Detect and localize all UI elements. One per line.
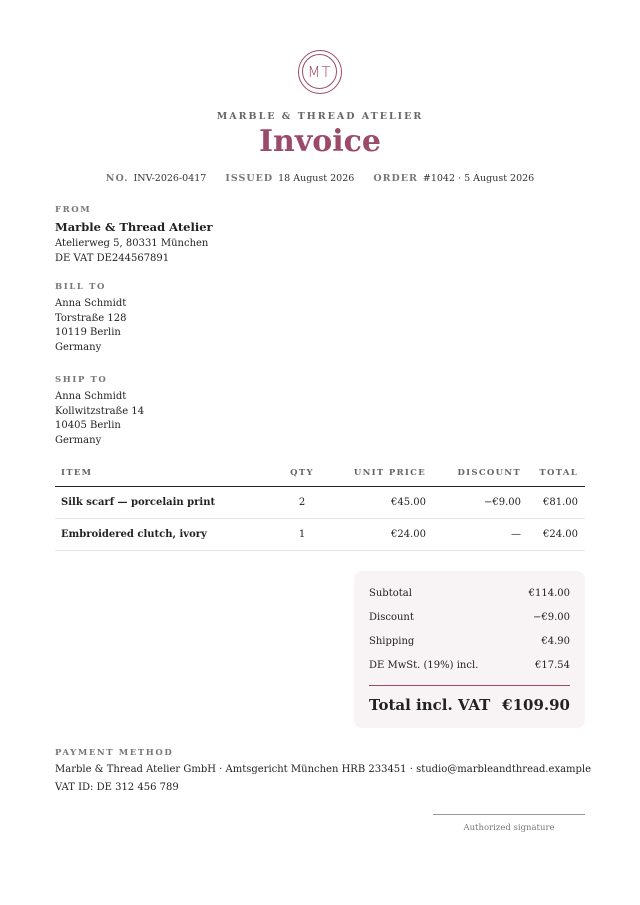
item-unit-price: €24.00 [341,518,433,550]
item-total: €81.00 [528,486,585,518]
item-discount: — [433,518,528,550]
column-header-qty: QTY [263,461,341,486]
subtotal-row [369,585,570,609]
from-line: DE VAT DE244567891 [55,252,170,264]
logo-monogram [298,50,342,94]
bill-to-line: 10119 Berlin [55,327,121,339]
item-qty: 2 [263,486,341,518]
item-qty: 1 [263,518,341,550]
from-address [55,219,213,266]
item-total: €24.00 [528,518,585,550]
payment-method-label: PAYMENT METHOD [55,748,174,758]
from-name: Marble & Thread Atelier [55,220,213,234]
shipping-value: €4.90 [541,636,570,647]
signature-line [433,814,585,815]
table-row [55,486,585,518]
item-discount: −€9.00 [433,486,528,518]
column-header-total: TOTAL [528,461,585,486]
ship-to-line: Anna Schmidt [55,391,127,402]
item-name: Silk scarf — porcelain print [55,486,263,518]
ship-to-address [55,390,144,448]
column-header-unit-price: UNIT PRICE [341,461,433,486]
invoice-order: ORDER #1042 · 5 August 2026 [373,173,535,184]
discount-value: −€9.00 [532,612,570,623]
totals-divider [369,685,570,686]
grand-total-value: €109.90 [502,696,570,714]
bill-to-address [55,297,126,355]
vat-label: DE MwSt. (19%) incl. [369,660,479,671]
column-header-discount: DISCOUNT [433,461,528,486]
bill-to-label: BILL TO [55,282,107,292]
from-line: Atelierweg 5, 80331 München [55,238,209,249]
ship-to-label: SHIP TO [55,375,108,385]
ship-to-line: 10405 Berlin [55,420,121,432]
vat-row [369,657,570,681]
grand-total-label: Total incl. VAT [369,696,491,714]
table-row [55,518,585,550]
invoice-meta [0,173,640,184]
table-header-row [55,461,585,486]
discount-row [369,609,570,633]
from-label: FROM [55,205,92,215]
bill-to-line: Germany [55,341,102,353]
bill-to-line: Torstraße 128 [55,312,127,324]
subtotal-value: €114.00 [528,588,570,599]
brand-name: MARBLE & THREAD ATELIER [216,111,424,122]
subtotal-label: Subtotal [369,588,412,599]
ship-to-line: Germany [55,434,102,446]
invoice-issued: ISSUED 18 August 2026 [225,173,355,184]
payment-details-line: Marble & Thread Atelier GmbH · Amtsgericht München HRB 233451 · studio@marbleandthread.example [55,764,592,775]
item-name: Embroidered clutch, ivory [55,518,263,550]
line-items-table [55,461,585,551]
page-title: Invoice [258,124,382,159]
column-header-item: ITEM [55,461,263,486]
bill-to-line: Anna Schmidt [55,298,127,309]
item-unit-price: €45.00 [341,486,433,518]
logo-monogram-text: MT [302,54,337,89]
totals-panel [354,571,585,728]
vat-id-line: VAT ID: DE 312 456 789 [55,782,179,793]
shipping-label: Shipping [369,636,415,647]
shipping-row [369,633,570,657]
grand-total-row [369,690,570,720]
discount-label: Discount [369,612,414,623]
vat-value: €17.54 [535,660,570,671]
invoice-number: NO. INV-2026-0417 [105,173,207,184]
signature-label: Authorized signature [463,823,555,833]
ship-to-line: Kollwitzstraße 14 [55,405,145,417]
